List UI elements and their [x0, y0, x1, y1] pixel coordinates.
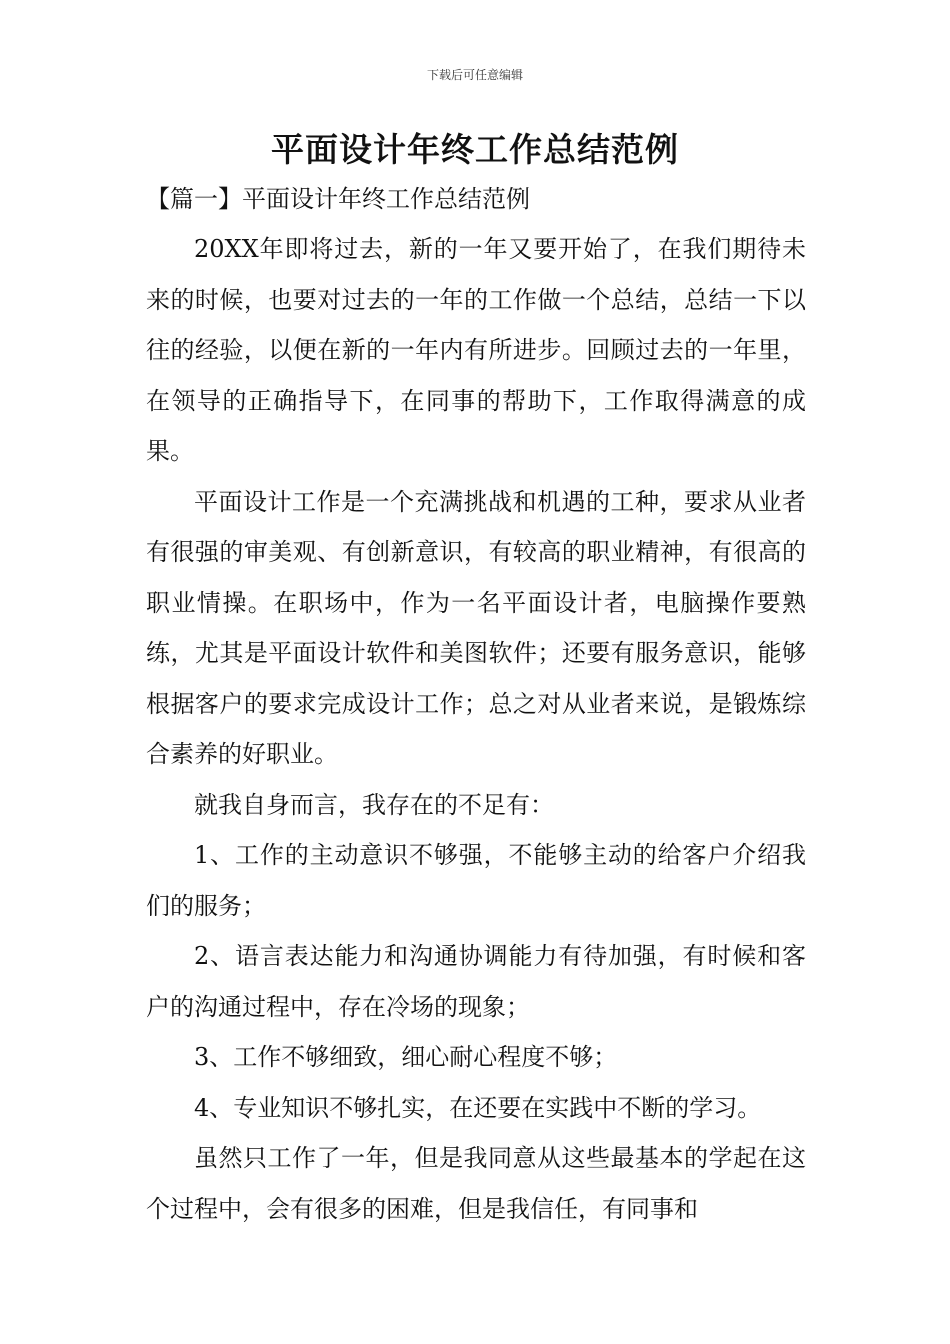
header-note: 下载后可任意编辑 — [426, 68, 523, 82]
paragraph-shortcomings-intro: 就我自身而言，我存在的不足有： — [194, 790, 554, 819]
paragraph-intro: 20XX年即将过去，新的一年又要开始了，在我们期待未来的时候，也要对过去的一年的工作做一个总结，总结一下以往的经验，以便在新的一年内有所进步。回顾过去的一年里，在领导的正确指导下，在同事的帮助下，工作取得满意的成果。 — [146, 235, 806, 465]
paragraph-closing: 虽然只工作了一年，但是我同意从这些最基本的学起在这个过程中，会有很多的困难，但是我信任，有同事和 — [146, 1144, 806, 1223]
list-item-shortcoming-2: 2、语言表达能力和沟通协调能力有待加强，有时候和客户的沟通过程中，存在冷场的现象； — [146, 942, 806, 1021]
paragraph-job-description: 平面设计工作是一个充满挑战和机遇的工种，要求从业者有很强的审美观、有创新意识，有较高的职业精神，有很高的职业情操。在职场中，作为一名平面设计者，电脑操作要熟练，尤其是平面设计软件和美图软件；还要有服务意识，能够根据客户的要求完成设计工作；总之对从业者来说，是锻炼综合素养的好职业。 — [146, 487, 806, 768]
list-item-shortcoming-1: 1、工作的主动意识不够强，不能够主动的给客户介绍我们的服务； — [146, 841, 806, 920]
section-heading: 【篇一】平面设计年终工作总结范例 — [146, 185, 530, 213]
document-title: 平面设计年终工作总结范例 — [271, 130, 679, 169]
document-body — [146, 224, 806, 1234]
list-item-shortcoming-4: 4、专业知识不够扎实，在还要在实践中不断的学习。 — [194, 1093, 762, 1122]
list-item-shortcoming-3: 3、工作不够细致，细心耐心程度不够； — [194, 1043, 618, 1071]
